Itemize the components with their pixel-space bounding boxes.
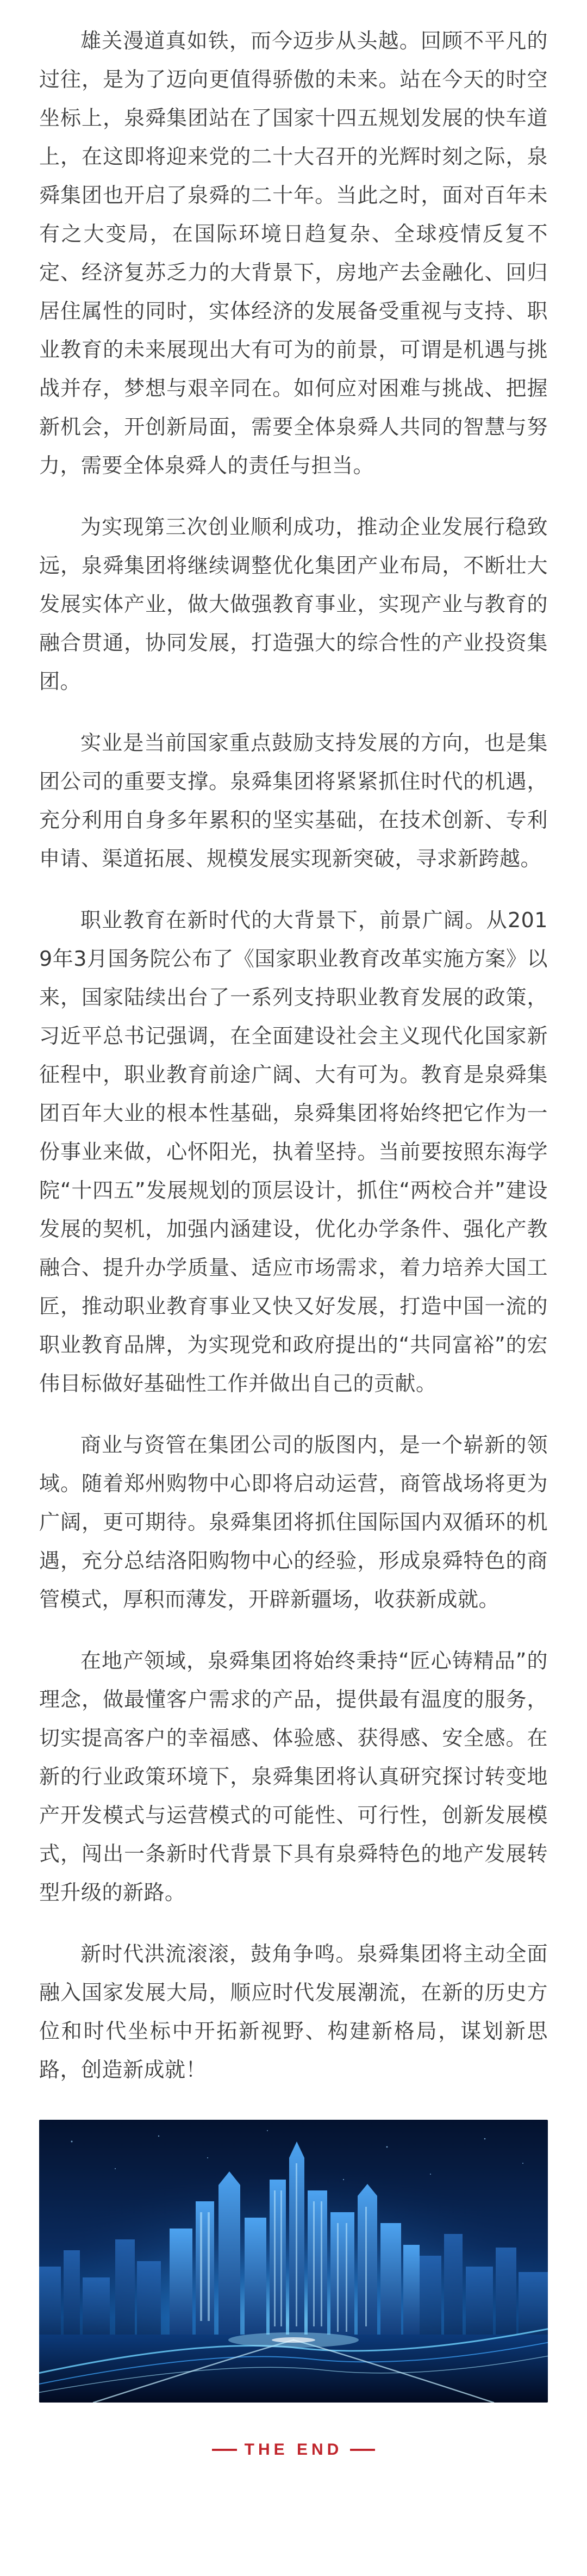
article-paragraph-5: 商业与资管在集团公司的版图内，是一个崭新的领域。随着郑州购物中心即将启动运营，商管战场将更为广阔，更可期待。泉舜集团将抓住国际国内双循环的机遇，充分总结洛阳购物中心的经验，形成泉舜特色的商管模式，厚积而薄发，开辟新疆场，收获新成就。 [39,1433,548,1611]
article-paragraph-4: 职业教育在新时代的大背景下，前景广阔。从2019年3月国务院公布了《国家职业教育改革实施方案》以来，国家陆续出台了一系列支持职业教育发展的政策，习近平总书记强调，在全面建设社会主义现代化国家新征程中，职业教育前途广阔、大有可为。教育是泉舜集团百年大业的根本性基础，泉舜集团将始终把它作为一份事业来做，心怀阳光，执着坚持。当前要按照东海学院“十四五”发展规划的顶层设计，抓住“两校合并”建设发展的契机，加强内涵建设，优化办学条件、强化产教融合、提升办学质量、适应市场需求，着力培养大国工匠，推动职业教育事业又快又好发展，打造中国一流的职业教育品牌，为实现党和政府提出的“共同富裕”的宏伟目标做好基础性工作并做出自己的贡献。 [39,908,548,1395]
end-left-dash [212,2449,237,2451]
article-paragraph-2: 为实现第三次创业顺利成功，推动企业发展行稳致远，泉舜集团将继续调整优化集团产业布局，不断壮大发展实体产业，做大做强教育事业，实现产业与教育的融合贯通，协同发展，打造强大的综合性的产业投资集团。 [39,515,548,693]
city-skyline-image [39,2120,548,2403]
article-paragraph-1: 雄关漫道真如铁，而今迈步从头越。回顾不平凡的过往，是为了迈向更值得骄傲的未来。站在今天的时空坐标上，泉舜集团站在了国家十四五规划发展的快车道上，在这即将迎来党的二十大召开的光辉时刻之际，泉舜集团也开启了泉舜的二十年。当此之时，面对百年未有之大变局，在国际环境日趋复杂、全球疫情反复不定、经济复苏乏力的大背景下，房地产去金融化、回归居住属性的同时，实体经济的发展备受重视与支持、职业教育的未来展现出大有可为的前景，可谓是机遇与挑战并存，梦想与艰辛同在。如何应对困难与挑战、把握新机会，开创新局面，需要全体泉舜人共同的智慧与努力，需要全体泉舜人的责任与担当。 [39,29,548,477]
end-label: THE END [244,2441,343,2459]
article-paragraph-7: 新时代洪流滚滚，鼓角争鸣。泉舜集团将主动全面融入国家发展大局，顺应时代发展潮流，在新的历史方位和时代坐标中开拓新视野、构建新格局，谋划新思路，创造新成就！ [39,1942,548,2082]
end-right-dash [350,2449,375,2451]
the-end-marker [39,2441,548,2459]
article-paragraph-3: 实业是当前国家重点鼓励支持发展的方向，也是集团公司的重要支撑。泉舜集团将紧紧抓住时代的机遇，充分利用自身多年累积的坚实基础，在技术创新、专利申请、渠道拓展、规模发展实现新突破，寻求新跨越。 [39,731,548,871]
article-paragraph-6: 在地产领域，泉舜集团将始终秉持“匠心铸精品”的理念，做最懂客户需求的产品，提供最有温度的服务，切实提高客户的幸福感、体验感、获得感、安全感。在新的行业政策环境下，泉舜集团将认真研究探讨转变地产开发模式与运营模式的可能性、可行性，创新发展模式，闯出一条新时代背景下具有泉舜特色的地产发展转型升级的新路。 [39,1649,548,1904]
